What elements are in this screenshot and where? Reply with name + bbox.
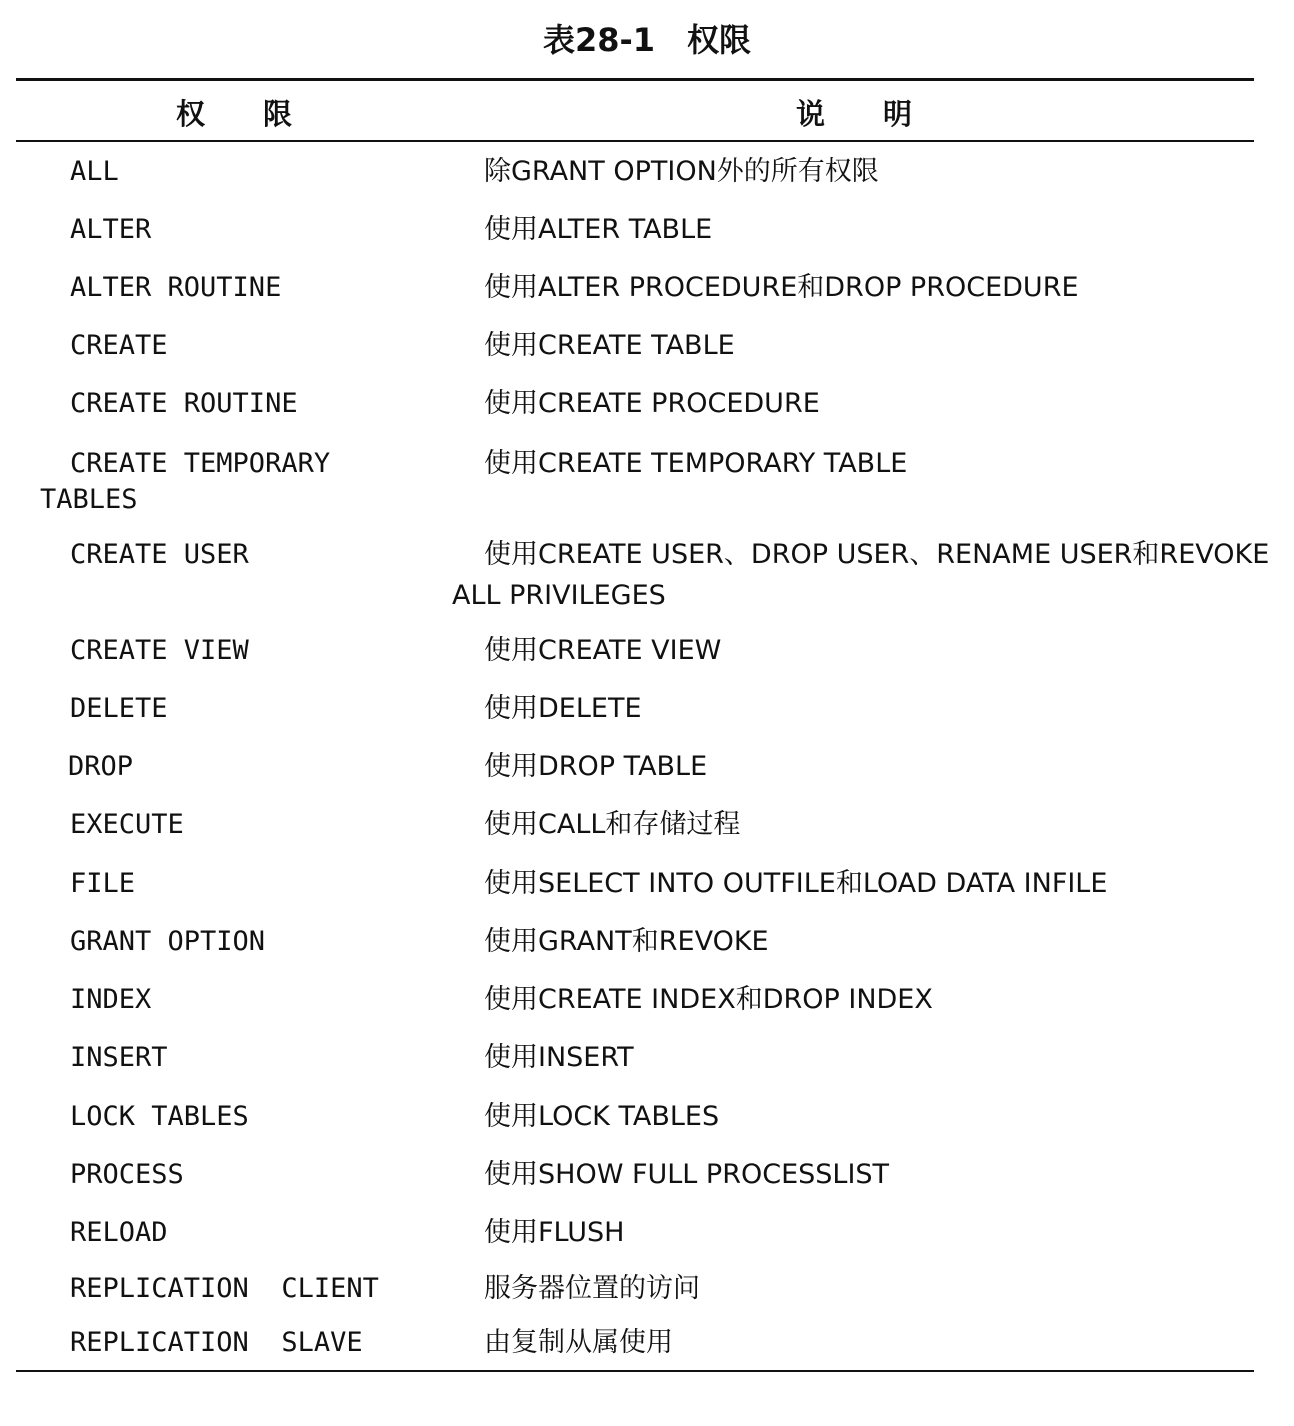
privilege-cell: FILE [70, 868, 136, 899]
description-cell: 使用ALTER TABLE [484, 214, 713, 245]
description-cell: 使用LOCK TABLES [484, 1101, 720, 1132]
table-title: 表28-1 权限 [542, 21, 752, 59]
description-cell: 使用CREATE INDEX和DROP INDEX [484, 984, 933, 1015]
description-cell: 使用CREATE PROCEDURE [484, 388, 820, 419]
privilege-cell: INSERT [70, 1042, 168, 1073]
description-cell: 除GRANT OPTION外的所有权限 [484, 156, 879, 187]
privilege-cell: ALTER ROUTINE [70, 272, 282, 303]
privilege-cell: DROP [68, 751, 134, 782]
description-cell: 使用INSERT [484, 1042, 634, 1073]
bottom-rule [16, 1370, 1254, 1372]
privilege-cell: ALTER [70, 214, 152, 245]
description-cell: 使用SHOW FULL PROCESSLIST [484, 1159, 890, 1190]
description-cell: 使用CREATE USER、DROP USER、RENAME USER和REVOKE [484, 539, 1270, 570]
privilege-cell: LOCK TABLES [70, 1101, 249, 1132]
description-column-header: 说 明 [796, 97, 913, 131]
description-cell: 使用SELECT INTO OUTFILE和LOAD DATA INFILE [484, 868, 1108, 899]
privilege-cell: RELOAD [70, 1217, 168, 1248]
privilege-cell: GRANT OPTION [70, 926, 266, 957]
privilege-cell: PROCESS [70, 1159, 184, 1190]
privilege-cell: CREATE [70, 330, 168, 361]
privilege-cell: REPLICATION SLAVE [70, 1327, 363, 1358]
privilege-cell: EXECUTE [70, 809, 184, 840]
description-cell: 使用CREATE VIEW [484, 635, 722, 666]
privilege-cell: REPLICATION CLIENT [70, 1273, 379, 1304]
description-cell: 服务器位置的访问 [484, 1273, 700, 1304]
privilege-column-header: 权 限 [176, 97, 293, 131]
description-cell: 使用DROP TABLE [484, 751, 708, 782]
description-cell: 使用DELETE [484, 693, 642, 724]
privilege-cell: INDEX [70, 984, 152, 1015]
header-rule [16, 140, 1254, 142]
privilege-cell: DELETE [70, 693, 168, 724]
description-cell: 使用FLUSH [484, 1217, 625, 1248]
top-rule [16, 78, 1254, 81]
privilege-cell: CREATE VIEW [70, 635, 249, 666]
privilege-cell: CREATE ROUTINE [70, 388, 298, 419]
privilege-cell: CREATE TEMPORARY [70, 448, 331, 479]
description-cell: 使用ALTER PROCEDURE和DROP PROCEDURE [484, 272, 1079, 303]
description-cell: 使用GRANT和REVOKE [484, 926, 769, 957]
privilege-cell: CREATE USER [70, 539, 249, 570]
privilege-cell: ALL [70, 156, 119, 187]
description-cell: 使用CREATE TABLE [484, 330, 735, 361]
privilege-cell-continuation: TABLES [40, 484, 138, 515]
description-cell-continuation: ALL PRIVILEGES [452, 580, 666, 611]
description-cell: 使用CREATE TEMPORARY TABLE [484, 448, 908, 479]
description-cell: 由复制从属使用 [484, 1327, 673, 1358]
description-cell: 使用CALL和存储过程 [484, 809, 741, 840]
